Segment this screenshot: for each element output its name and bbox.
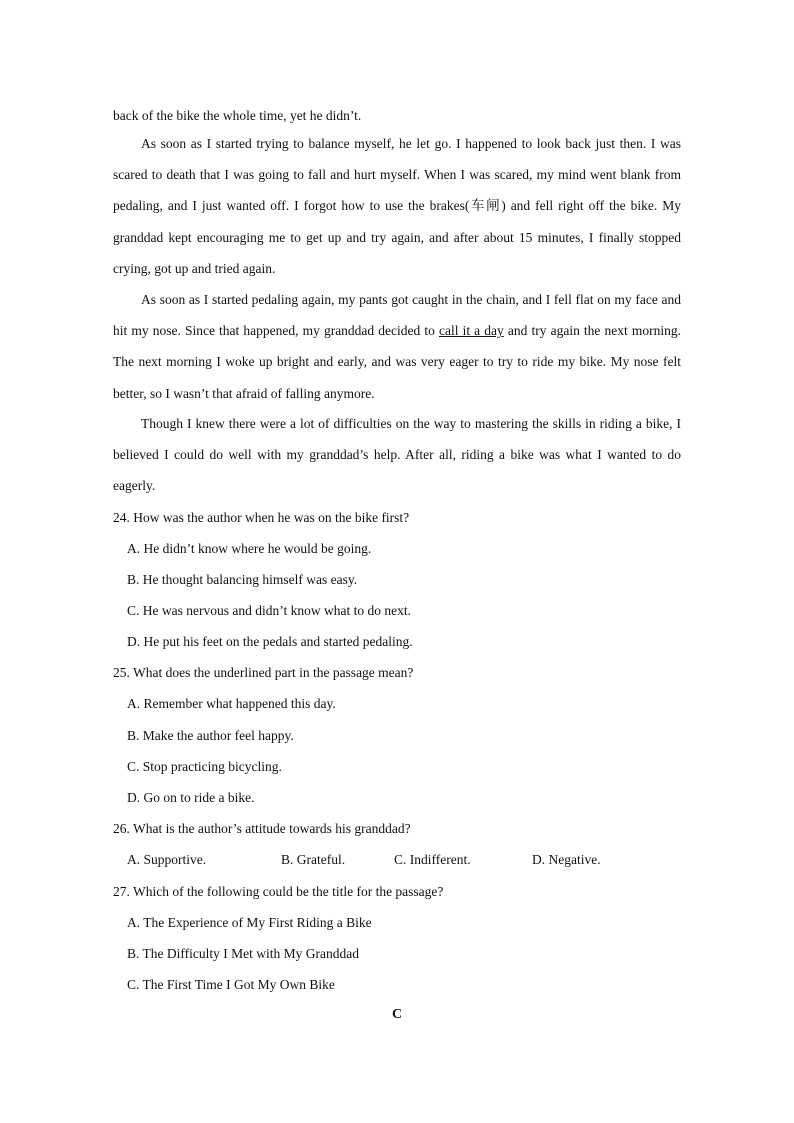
underlined-phrase: call it a day — [438, 323, 504, 339]
answer-option: A. Remember what happened this day. — [127, 696, 336, 711]
answer-option: A. He didn’t know where he would be going. — [127, 541, 372, 556]
passage-paragraph — [113, 284, 681, 409]
answer-option: D. Negative. — [532, 852, 601, 867]
answer-option: D. He put his feet on the pedals and started pedaling. — [127, 634, 413, 649]
answer-option: D. Go on to ride a bike. — [127, 790, 255, 805]
answer-option: C. Indifferent. — [394, 852, 471, 867]
answer-option: B. He thought balancing himself was easy. — [127, 572, 358, 587]
paragraph-text: As soon as I started pedaling again, my pants got caught in the chain, and I fell flat on my face and hit my nose. Since that happened, my granddad decided to — [113, 292, 681, 339]
section-heading: C — [391, 1007, 403, 1022]
answer-option: A. Supportive. — [127, 852, 207, 867]
question-stem: 26. What is the author’s attitude towards his granddad? — [113, 821, 411, 836]
answer-option: B. The Difficulty I Met with My Granddad — [127, 946, 359, 961]
passage-paragraph: back of the bike the whole time, yet he didn’t. — [113, 108, 362, 123]
answer-option: C. The First Time I Got My Own Bike — [127, 977, 335, 992]
question-stem: 27. Which of the following could be the title for the passage? — [113, 884, 444, 899]
passage-paragraph: As soon as I started trying to balance myself, he let go. I happened to look back just then. I was scared to death that I was going to fall and hurt myself. When I was scared, my mind went blank from pedaling, and I just wanted off. I forgot how to use the brakes(车闸) and fell right off the bike. My granddad kept encouraging me to get up and try again, and after about 15 minutes, I finally stopped crying, got up and tried again. — [113, 136, 681, 276]
answer-option: C. Stop practicing bicycling. — [127, 759, 282, 774]
answer-option: A. The Experience of My First Riding a Bike — [127, 915, 372, 930]
question-stem: 25. What does the underlined part in the passage mean? — [113, 665, 414, 680]
answer-option: B. Make the author feel happy. — [127, 728, 294, 743]
paragraph-text: and try again the next morning. The next morning I woke up bright and early, and was very eager to try to ride my bike. My nose felt better, so I wasn’t that afraid of falling anymore. — [113, 323, 681, 401]
passage-paragraph: Though I knew there were a lot of difficulties on the way to mastering the skills in riding a bike, I believed I could do well with my granddad’s help. After all, riding a bike was what I wanted to do eagerly. — [113, 416, 681, 494]
question-stem: 24. How was the author when he was on the bike first? — [113, 510, 410, 525]
answer-option: C. He was nervous and didn’t know what to do next. — [127, 603, 411, 618]
answer-option: B. Grateful. — [281, 852, 346, 867]
